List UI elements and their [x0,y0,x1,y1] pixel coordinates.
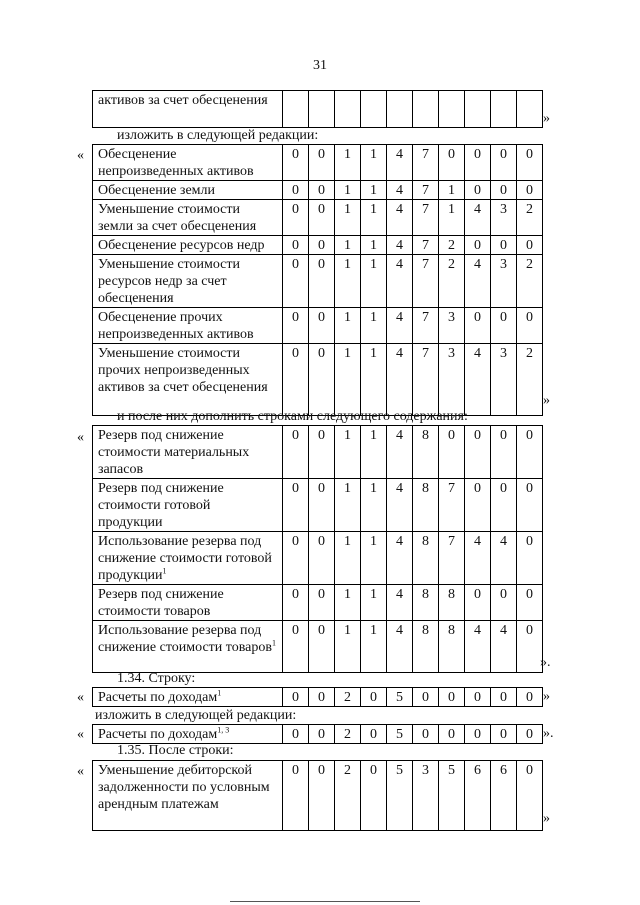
code-digit: 1 [335,621,361,673]
table-row [93,308,543,344]
code-digit: 5 [387,688,413,707]
close-quote: ». [543,726,554,741]
account-table-additions [92,425,543,673]
code-digit: 0 [439,145,465,181]
code-digit: 4 [465,200,491,236]
code-digit: 0 [491,308,517,344]
account-name [93,621,283,673]
code-digit: 0 [465,308,491,344]
code-digit: 1 [361,344,387,416]
code-digit: 7 [413,145,439,181]
code-digit: 0 [439,688,465,707]
table-row [93,532,543,585]
code-digit: 0 [283,426,309,479]
code-digit [335,91,361,128]
paragraph-text: изложить в следующей редакции: [95,708,297,723]
code-digit: 0 [309,145,335,181]
code-digit: 0 [361,761,387,831]
code-digit: 8 [413,621,439,673]
code-digit: 4 [387,532,413,585]
table-row [93,688,543,707]
code-digit: 7 [413,200,439,236]
code-digit: 0 [413,688,439,707]
code-digit: 1 [335,308,361,344]
code-digit [361,91,387,128]
close-quote: » [543,111,550,126]
account-name [93,426,283,479]
account-name [93,532,283,585]
code-digit: 0 [309,308,335,344]
table-row [93,761,543,831]
code-digit: 4 [387,181,413,200]
code-digit: 6 [465,761,491,831]
code-digit: 0 [517,621,543,673]
table-row [93,236,543,255]
open-quote: « [77,690,84,705]
account-name-text: Обесценение прочих непроизведенных активов [98,310,254,342]
code-digit: 0 [439,426,465,479]
code-digit: 0 [517,426,543,479]
code-digit: 8 [439,621,465,673]
code-digit: 1 [335,181,361,200]
account-name-text: Уменьшение стоимости прочих непроизведенных активов за счет обесценения [98,346,268,395]
code-digit: 4 [387,426,413,479]
code-digit: 0 [517,725,543,744]
code-digit: 1 [439,181,465,200]
code-digit: 1 [335,479,361,532]
footnote-mark: 1, 3 [217,725,230,735]
code-digit: 0 [283,236,309,255]
code-digit: 0 [491,725,517,744]
account-name [93,145,283,181]
code-digit: 2 [517,255,543,308]
account-name [93,688,283,707]
code-digit: 0 [309,688,335,707]
open-quote: « [77,727,84,742]
code-digit [283,91,309,128]
open-quote: « [77,764,84,779]
code-digit [413,91,439,128]
code-digit: 1 [361,532,387,585]
code-digit: 2 [335,761,361,831]
code-digit: 3 [439,308,465,344]
code-digit: 3 [491,200,517,236]
code-digit [309,91,335,128]
paragraph-text: изложить в следующей редакции: [117,128,319,143]
account-name-text: Использование резерва под снижение стоимости товаров [98,623,272,655]
code-digit: 5 [387,761,413,831]
account-name [93,344,283,416]
code-digit: 7 [413,255,439,308]
table-row [93,181,543,200]
code-digit: 0 [465,725,491,744]
account-name-text: Расчеты по доходам [98,727,218,742]
account-name [93,761,283,831]
account-name [93,255,283,308]
page-number: 31 [313,58,327,73]
paragraph-text: и после них дополнить строками следующего содержания: [117,409,468,424]
code-digit: 0 [283,532,309,585]
code-digit: 1 [335,532,361,585]
code-digit: 0 [283,255,309,308]
code-digit: 1 [361,255,387,308]
code-digit: 4 [387,200,413,236]
code-digit: 0 [465,688,491,707]
account-table-after [92,760,543,831]
code-digit: 3 [491,344,517,416]
account-name-text: Обесценение непроизведенных активов [98,147,254,179]
code-digit: 8 [413,532,439,585]
code-digit: 4 [465,532,491,585]
code-digit: 1 [361,236,387,255]
code-digit: 1 [361,621,387,673]
code-digit: 0 [491,181,517,200]
account-name-text: Уменьшение дебиторской задолженности по условным арендным платежам [98,763,270,812]
code-digit: 0 [309,585,335,621]
code-digit: 1 [361,145,387,181]
account-name-text: активов за счет обесценения [98,93,268,108]
account-name [93,236,283,255]
code-digit: 8 [413,479,439,532]
code-digit: 3 [413,761,439,831]
code-digit: 7 [413,236,439,255]
paragraph-text: 1.35. После строки: [117,743,234,758]
code-digit: 8 [413,426,439,479]
code-digit: 0 [283,688,309,707]
account-name-text: Резерв под снижение стоимости готовой продукции [98,481,224,530]
footnote-mark: 1 [217,688,222,698]
code-digit: 2 [517,200,543,236]
account-name-text: Расчеты по доходам [98,690,218,705]
code-digit: 0 [283,761,309,831]
code-digit: 0 [465,181,491,200]
code-digit: 1 [361,308,387,344]
code-digit: 4 [387,236,413,255]
code-digit: 0 [491,585,517,621]
table-row [93,585,543,621]
account-table-replacement [92,144,543,416]
code-digit: 4 [465,255,491,308]
account-table-continuation [92,90,543,128]
code-digit: 0 [517,308,543,344]
code-digit: 2 [517,344,543,416]
code-digit: 3 [439,344,465,416]
table-row [93,91,543,128]
account-name-text: Обесценение ресурсов недр [98,238,265,253]
code-digit: 0 [517,532,543,585]
code-digit: 4 [387,585,413,621]
close-quote: » [543,393,550,408]
code-digit: 7 [413,344,439,416]
code-digit: 4 [387,621,413,673]
code-digit: 1 [335,426,361,479]
account-name [93,479,283,532]
code-digit: 1 [361,585,387,621]
code-digit: 0 [517,761,543,831]
account-name-text: Уменьшение стоимости земли за счет обесценения [98,202,257,234]
code-digit: 7 [413,181,439,200]
table-row [93,621,543,673]
close-quote: ». [540,655,551,670]
code-digit: 0 [491,145,517,181]
code-digit: 0 [309,621,335,673]
close-quote: » [543,689,550,704]
code-digit: 1 [335,255,361,308]
code-digit: 8 [413,585,439,621]
code-digit [387,91,413,128]
code-digit: 0 [413,725,439,744]
table-row [93,200,543,236]
account-name [93,181,283,200]
code-digit: 0 [309,761,335,831]
account-name [93,585,283,621]
code-digit: 0 [491,426,517,479]
code-digit: 4 [387,145,413,181]
code-digit: 7 [439,532,465,585]
code-digit: 0 [465,585,491,621]
code-digit: 1 [361,181,387,200]
code-digit: 1 [335,236,361,255]
code-digit: 2 [439,236,465,255]
account-name-text: Резерв под снижение стоимости товаров [98,587,224,619]
account-table-single [92,687,543,707]
code-digit: 0 [517,688,543,707]
code-digit: 0 [491,236,517,255]
code-digit: 1 [361,479,387,532]
account-name-text: Использование резерва под снижение стоимости готовой продукции [98,534,272,583]
account-name-text: Обесценение земли [98,183,216,198]
table-row [93,426,543,479]
table-row [93,255,543,308]
code-digit: 0 [283,308,309,344]
code-digit: 0 [283,344,309,416]
account-table-single-revised [92,724,543,744]
code-digit: 4 [387,255,413,308]
code-digit: 4 [387,479,413,532]
code-digit: 2 [335,688,361,707]
account-name-text: Уменьшение стоимости ресурсов недр за счет обесценения [98,257,240,306]
code-digit: 0 [309,725,335,744]
code-digit: 1 [335,585,361,621]
code-digit: 4 [491,532,517,585]
code-digit: 0 [309,344,335,416]
code-digit: 2 [335,725,361,744]
code-digit: 0 [491,688,517,707]
account-name [93,91,283,128]
code-digit: 0 [517,145,543,181]
code-digit: 1 [335,200,361,236]
table-row [93,344,543,416]
code-digit: 0 [517,236,543,255]
code-digit: 0 [283,181,309,200]
code-digit: 0 [283,621,309,673]
code-digit: 0 [465,236,491,255]
table-row [93,725,543,744]
code-digit: 0 [309,479,335,532]
code-digit: 7 [439,479,465,532]
close-quote: » [543,811,550,826]
code-digit: 0 [283,725,309,744]
account-name [93,725,283,744]
table-row [93,145,543,181]
code-digit: 0 [309,236,335,255]
code-digit: 1 [361,200,387,236]
code-digit: 4 [465,621,491,673]
code-digit: 4 [387,308,413,344]
page-bottom-rule [230,901,420,902]
code-digit: 0 [517,479,543,532]
code-digit: 0 [465,426,491,479]
code-digit: 0 [283,479,309,532]
code-digit: 3 [491,255,517,308]
code-digit: 0 [517,181,543,200]
code-digit: 0 [361,688,387,707]
code-digit: 1 [335,145,361,181]
code-digit: 4 [465,344,491,416]
code-digit: 0 [361,725,387,744]
code-digit: 8 [439,585,465,621]
code-digit: 0 [309,200,335,236]
code-digit: 1 [335,344,361,416]
code-digit: 5 [439,761,465,831]
code-digit [491,91,517,128]
code-digit: 0 [309,426,335,479]
code-digit: 4 [387,344,413,416]
code-digit: 1 [361,426,387,479]
code-digit: 0 [517,585,543,621]
code-digit: 0 [283,585,309,621]
code-digit: 0 [465,145,491,181]
code-digit: 7 [413,308,439,344]
code-digit: 0 [309,255,335,308]
open-quote: « [77,430,84,445]
code-digit: 1 [439,200,465,236]
code-digit: 0 [465,479,491,532]
table-row [93,479,543,532]
code-digit: 0 [309,181,335,200]
code-digit: 6 [491,761,517,831]
code-digit: 0 [309,532,335,585]
code-digit: 0 [439,725,465,744]
code-digit: 5 [387,725,413,744]
code-digit [465,91,491,128]
footnote-mark: 1 [271,638,276,648]
code-digit: 2 [439,255,465,308]
code-digit [517,91,543,128]
footnote-mark: 1 [162,566,167,576]
account-name-text: Резерв под снижение стоимости материальных запасов [98,428,250,477]
code-digit: 0 [283,200,309,236]
paragraph-text: 1.34. Строку: [117,671,196,686]
code-digit: 4 [491,621,517,673]
account-name [93,308,283,344]
code-digit: 0 [283,145,309,181]
code-digit: 0 [491,479,517,532]
code-digit [439,91,465,128]
open-quote: « [77,148,84,163]
account-name [93,200,283,236]
